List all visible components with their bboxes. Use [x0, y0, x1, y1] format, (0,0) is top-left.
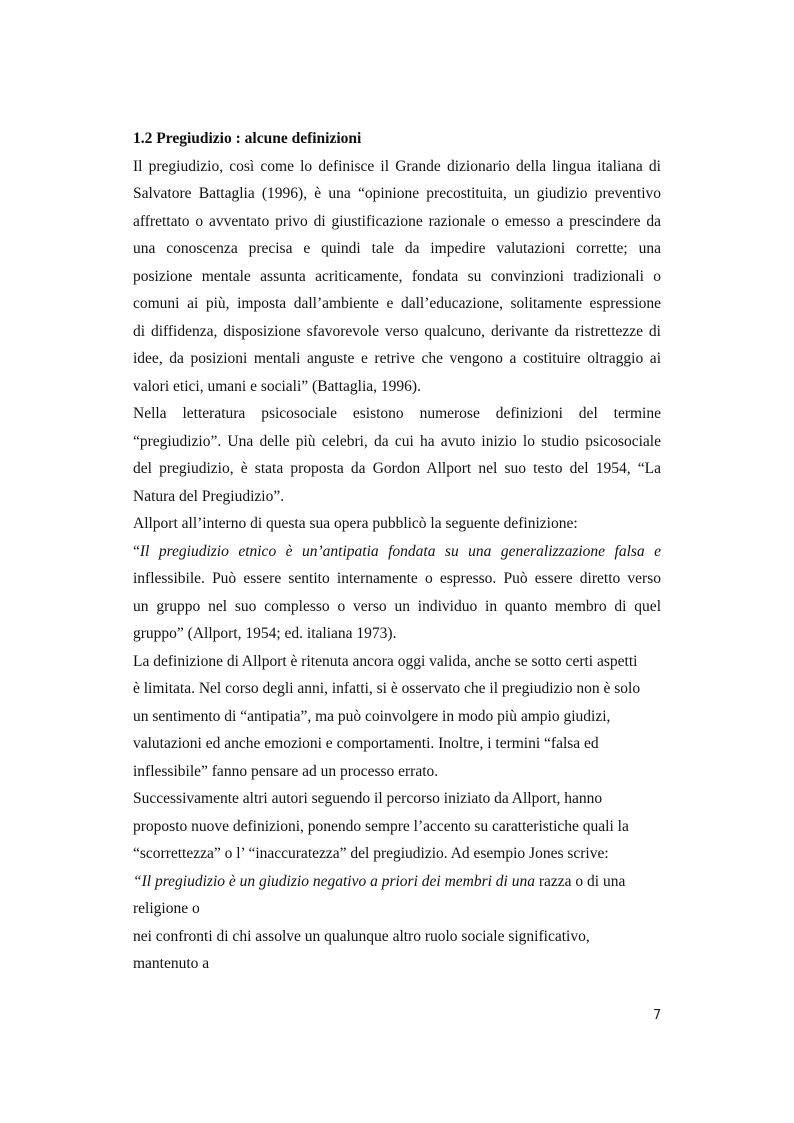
text-run: proposto nuove definizioni, ponendo sempre l’accento su caratteristiche quali la	[133, 817, 629, 835]
text-line	[133, 675, 661, 703]
text-run: inflessibile. Può essere sentito internamente o espresso. Può essere diretto verso	[133, 570, 661, 587]
text-run: mantenuto a	[133, 955, 210, 972]
text-line	[133, 153, 661, 181]
text-run: del pregiudizio, è stata proposta da Gordon Allport nel suo testo del 1954, “La	[133, 460, 661, 477]
text-run: un sentimento di “antipatia”, ma può coinvolgere in modo più ampio giudizi,	[133, 707, 611, 725]
text-line	[133, 290, 661, 318]
text-line	[133, 895, 661, 923]
text-line	[133, 180, 661, 208]
text-line	[133, 510, 661, 538]
text-line	[133, 483, 661, 511]
text-run: “scorrettezza” o l’ “inaccuratezza” del pregiudizio. Ad esempio Jones scrive:	[133, 845, 609, 862]
text-run: affrettato o avventato privo di giustificazione razionale o emesso a prescindere da	[133, 212, 661, 230]
text-run: valutazioni ed anche emozioni e comportamenti. Inoltre, i termini “falsa ed	[133, 735, 599, 752]
text-line	[133, 318, 661, 346]
text-run: posizione mentale assunta acriticamente, fondata su convinzioni tradizionali o	[133, 267, 661, 285]
text-line	[133, 758, 661, 786]
text-run: Il pregiudizio, così come lo definisce il Grande dizionario della lingua italiana di	[133, 157, 661, 175]
text-line	[133, 208, 661, 236]
text-run: “	[133, 542, 140, 560]
document-page	[133, 125, 661, 978]
text-line	[133, 730, 661, 758]
body-text	[133, 153, 661, 978]
page-number: 7	[653, 1008, 662, 1023]
text-run: è limitata. Nel corso degli anni, infatti, si è osservato che il pregiudizio non è solo	[133, 680, 641, 697]
text-run: valori etici, umani e sociali” (Battaglia, 1996).	[133, 377, 421, 395]
text-line	[133, 703, 661, 731]
text-run: “pregiudizio”. Una delle più celebri, da cui ha avuto inizio lo studio psicosociale	[133, 432, 661, 450]
text-line	[133, 345, 661, 373]
text-line	[133, 648, 661, 676]
text-line	[133, 813, 661, 841]
text-line	[133, 400, 661, 428]
text-line	[133, 620, 661, 648]
text-run: gruppo” (Allport, 1954; ed. italiana 1973).	[133, 625, 397, 642]
text-line	[133, 455, 661, 483]
text-line	[133, 428, 661, 456]
text-run: di diffidenza, disposizione sfavorevole verso qualcuno, derivante da ristrettezze di	[133, 322, 661, 340]
text-line	[133, 373, 661, 401]
text-line	[133, 868, 661, 896]
text-run: Allport all’interno di questa sua opera pubblicò la seguente definizione:	[133, 515, 578, 532]
italic-text-run: “Il pregiudizio è un giudizio negativo a priori dei membri di una	[133, 872, 535, 890]
text-line	[133, 593, 661, 621]
text-line	[133, 950, 661, 978]
text-line	[133, 235, 661, 263]
italic-text-run: Il pregiudizio etnico è un’antipatia fondata su una generalizzazione falsa e	[139, 542, 661, 560]
text-run: idee, da posizioni mentali anguste e retrive che vengono a costituire oltraggio ai	[133, 350, 661, 367]
text-line	[133, 785, 661, 813]
text-line	[133, 263, 661, 291]
text-run: razza o di una	[534, 872, 626, 890]
text-line	[133, 923, 661, 951]
section-heading: 1.2 Pregiudizio : alcune definizioni	[133, 130, 362, 147]
text-line	[133, 565, 661, 593]
text-run: Salvatore Battaglia (1996), è una “opinione precostituita, un giudizio preventivo	[133, 185, 661, 202]
text-run: religione o	[133, 900, 200, 917]
text-run: un gruppo nel suo complesso o verso un individuo in quanto membro di quel	[133, 597, 661, 615]
text-run: una conoscenza precisa e quindi tale da impedire valutazioni corrette; una	[133, 240, 661, 257]
text-run: nei confronti di chi assolve un qualunque altro ruolo sociale significativo,	[133, 927, 590, 945]
text-run: Natura del Pregiudizio”.	[133, 487, 285, 505]
text-line	[133, 840, 661, 868]
text-run: comuni ai più, imposta dall’ambiente e dall’educazione, solitamente espressione	[133, 295, 661, 312]
text-run: La definizione di Allport è ritenuta ancora oggi valida, anche se sotto certi aspetti	[133, 652, 638, 670]
text-run: Nella letteratura psicosociale esistono numerose definizioni del termine	[133, 405, 661, 422]
text-run: inflessibile” fanno pensare ad un processo errato.	[133, 762, 439, 780]
text-run: Successivamente altri autori seguendo il percorso iniziato da Allport, hanno	[133, 790, 603, 807]
text-line	[133, 538, 661, 566]
